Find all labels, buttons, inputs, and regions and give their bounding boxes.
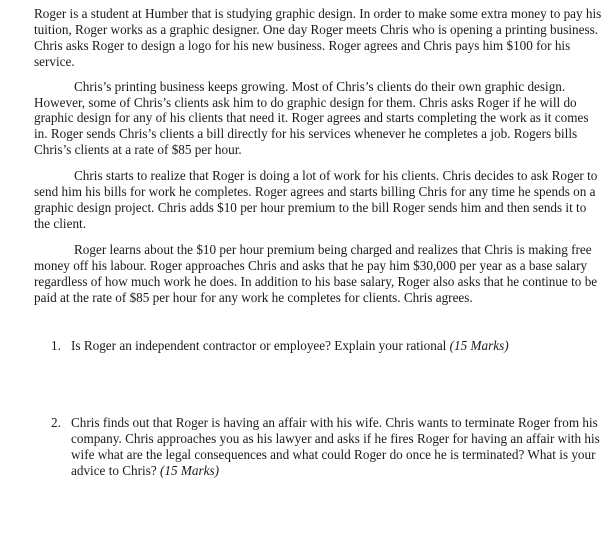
question-2-number: 2. <box>51 415 61 431</box>
question-2-marks: (15 Marks) <box>160 463 219 479</box>
paragraph-4: Roger learns about the $10 per hour premium being charged and realizes that Chris is making free money off his labour. Roger approaches Chris and asks that he pay him $30,000 per year as a base salary regardless of how much work he does. In addition to his base salary, Roger also asks that he continue to be paid at the rate of $85 per hour for any work he completes for clients. Chris agrees. <box>34 241 598 305</box>
paragraph-1: Roger is a student at Humber that is studying graphic design. In order to make some extra money to pay his tuition, Roger works as a graphic designer. One day Roger meets Chris who is opening a printing business. Chris asks Roger to design a logo for his new business. Roger agrees and Chris pays him $100 for his service. <box>34 6 602 69</box>
document-page <box>34 6 602 479</box>
question-1-number: 1. <box>51 338 61 354</box>
paragraph-3: Chris starts to realize that Roger is doing a lot of work for his clients. Chris decides to ask Roger to send him his bills for work he completes. Roger agrees and starts billing Chris for any time he spends on a graphic design project. Chris adds $10 per hour premium to the bill Roger sends him and then sends it to the client. <box>34 168 598 231</box>
question-2 <box>51 415 602 479</box>
question-2-text <box>71 415 602 479</box>
question-1-text <box>71 338 602 354</box>
question-1-body: Is Roger an independent contractor or employee? Explain your rational <box>71 338 450 354</box>
question-1-marks: (15 Marks) <box>449 338 509 354</box>
question-2-body: Chris finds out that Roger is having an affair with his wife. Chris wants to terminate Roger from his company. Chris approaches you as his lawyer and asks if he fires Roger for having an affair with his wife what are the legal consequences and what could Roger do once he is terminated? What is your advice to Chris? <box>71 415 600 479</box>
paragraph-2: Chris’s printing business keeps growing. Most of Chris’s clients do their own graphic design. However, some of Chris’s clients ask him to do graphic design for them. Chris asks Roger if he will do graphic design for any of his clients that need it. Roger agrees and starts completing the work as it comes in. Roger sends Chris’s clients a bill directly for his services whenever he completes a job. Rogers bills Chris’s clients at a rate of $85 per hour. <box>34 78 589 158</box>
question-1 <box>51 338 602 354</box>
